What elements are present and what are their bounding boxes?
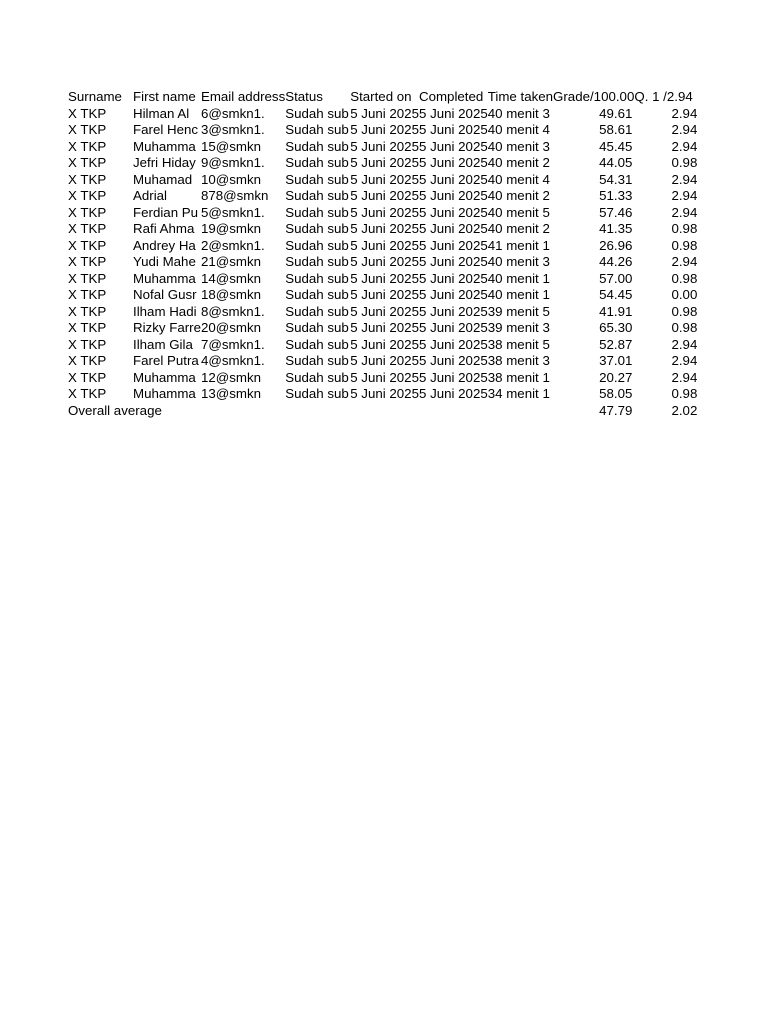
cell-started-on: 5 Juni 2025 (350, 221, 419, 236)
cell-q1: 0.98 (671, 270, 698, 286)
cell-time-taken: 40 menit 1 (487, 270, 550, 286)
cell-email: 878@smkn (200, 188, 269, 203)
cell-started-on: 5 Juni 2025 (350, 353, 419, 368)
cell-grade: 41.91 (599, 303, 633, 319)
cell-grade: 44.05 (599, 155, 633, 170)
table-row (68, 254, 699, 271)
cell-completed: 5 Juni 2025 (418, 369, 488, 385)
table-row (68, 337, 699, 354)
table-row (68, 122, 699, 139)
cell-started-on: 5 Juni 2025 (350, 336, 419, 352)
cell-q1: 2.94 (671, 336, 698, 352)
cell-q1: 0.00 (671, 287, 698, 302)
cell-started-on: 5 Juni 2025 (350, 254, 419, 269)
cell-surname: X TKP (68, 353, 107, 368)
cell-status: Sudah sub (285, 171, 349, 187)
cell-email: 14@smkn (200, 270, 262, 286)
cell-started-on: 5 Juni 2025 (350, 188, 419, 203)
cell-completed: 5 Juni 2025 (418, 270, 488, 286)
cell-grade: 44.26 (599, 254, 633, 269)
cell-surname: X TKP (68, 336, 107, 352)
cell-grade: 20.27 (599, 369, 633, 385)
cell-time-taken: 40 menit 3 (487, 254, 550, 269)
cell-completed: 5 Juni 2025 (418, 353, 488, 368)
cell-grade: 54.31 (599, 171, 633, 187)
cell-status: Sudah sub (285, 254, 349, 269)
cell-status: Sudah sub (285, 188, 349, 203)
cell-completed: 5 Juni 2025 (418, 254, 488, 269)
header-email: Email address (200, 89, 286, 104)
cell-email: 21@smkn (200, 254, 262, 269)
cell-time-taken: 40 menit 2 (487, 221, 550, 236)
cell-surname: X TKP (68, 188, 107, 203)
cell-time-taken: 38 menit 3 (487, 353, 550, 368)
cell-surname: X TKP (68, 270, 107, 286)
cell-grade: 26.96 (599, 237, 633, 253)
cell-time-taken: 40 menit 2 (487, 188, 550, 203)
cell-surname: X TKP (68, 369, 107, 385)
cell-completed: 5 Juni 2025 (418, 188, 488, 203)
cell-surname: X TKP (68, 171, 107, 187)
cell-email: 13@smkn (200, 386, 262, 401)
cell-email: 18@smkn (200, 287, 262, 302)
cell-started-on: 5 Juni 2025 (350, 303, 419, 319)
cell-grade: 58.05 (599, 386, 633, 401)
overall-average-label: Overall average (68, 402, 162, 418)
cell-surname: X TKP (68, 303, 107, 319)
cell-first-name: Yudi Mahe (133, 254, 196, 269)
cell-time-taken: 41 menit 1 (487, 237, 550, 253)
cell-first-name: Rizky Farre (133, 320, 201, 335)
cell-status: Sudah sub (285, 386, 349, 401)
cell-surname: X TKP (68, 105, 107, 121)
cell-q1: 2.94 (671, 254, 698, 269)
cell-first-name: Andrey Ha (133, 237, 196, 253)
cell-first-name: Ilham Hadi (133, 303, 197, 319)
cell-completed: 5 Juni 2025 (418, 122, 488, 137)
cell-grade: 54.45 (599, 287, 633, 302)
cell-started-on: 5 Juni 2025 (350, 369, 419, 385)
cell-started-on: 5 Juni 2025 (350, 287, 419, 302)
cell-q1: 0.98 (671, 303, 698, 319)
cell-completed: 5 Juni 2025 (418, 287, 488, 302)
cell-time-taken: 39 menit 5 (487, 303, 550, 319)
cell-email: 15@smkn (200, 138, 262, 154)
cell-q1: 2.94 (671, 369, 698, 385)
cell-surname: X TKP (68, 138, 107, 154)
cell-surname: X TKP (68, 155, 107, 170)
cell-q1: 0.98 (671, 221, 698, 236)
table-row (68, 370, 699, 387)
cell-status: Sudah sub (285, 336, 349, 352)
table-row (68, 287, 699, 304)
cell-q1: 0.98 (671, 155, 698, 170)
cell-status: Sudah sub (285, 303, 349, 319)
cell-first-name: Ilham Gila (133, 336, 193, 352)
cell-time-taken: 38 menit 5 (487, 336, 550, 352)
cell-surname: X TKP (68, 320, 107, 335)
cell-email: 6@smkn1. (200, 105, 265, 121)
cell-first-name: Hilman Al (133, 105, 190, 121)
cell-first-name: Ferdian Pu (133, 204, 199, 220)
cell-completed: 5 Juni 2025 (418, 204, 488, 220)
table-row (68, 353, 699, 370)
cell-started-on: 5 Juni 2025 (350, 237, 419, 253)
cell-first-name: Muhamad (133, 171, 193, 187)
cell-completed: 5 Juni 2025 (418, 386, 488, 401)
cell-first-name: Muhamma (133, 270, 196, 286)
header-row (68, 89, 699, 106)
cell-status: Sudah sub (285, 369, 349, 385)
cell-status: Sudah sub (285, 287, 349, 302)
cell-email: 8@smkn1. (200, 303, 265, 319)
cell-first-name: Rafi Ahma (133, 221, 195, 236)
cell-grade: 58.61 (599, 122, 633, 137)
cell-first-name: Muhamma (133, 138, 196, 154)
header-time-taken: Time taken (487, 89, 554, 104)
cell-time-taken: 40 menit 3 (487, 138, 550, 154)
cell-email: 4@smkn1. (200, 353, 265, 368)
cell-email: 19@smkn (200, 221, 262, 236)
cell-completed: 5 Juni 2025 (418, 336, 488, 352)
table-row (68, 205, 699, 222)
table-row (68, 188, 699, 205)
cell-status: Sudah sub (285, 353, 349, 368)
cell-started-on: 5 Juni 2025 (350, 171, 419, 187)
cell-surname: X TKP (68, 287, 107, 302)
cell-status: Sudah sub (285, 105, 349, 121)
cell-q1: 2.94 (671, 122, 698, 137)
cell-time-taken: 40 menit 5 (487, 204, 550, 220)
table-row (68, 304, 699, 321)
cell-grade: 52.87 (599, 336, 633, 352)
cell-started-on: 5 Juni 2025 (350, 320, 419, 335)
cell-email: 2@smkn1. (200, 237, 265, 253)
cell-completed: 5 Juni 2025 (418, 303, 488, 319)
cell-time-taken: 40 menit 1 (487, 287, 550, 302)
table-row (68, 106, 699, 123)
header-first-name: First name (133, 89, 196, 104)
cell-q1: 2.94 (671, 353, 698, 368)
cell-status: Sudah sub (285, 122, 349, 137)
cell-surname: X TKP (68, 204, 107, 220)
cell-grade: 57.00 (599, 270, 633, 286)
cell-surname: X TKP (68, 237, 107, 253)
overall-average-q1: 2.02 (671, 402, 698, 418)
cell-email: 7@smkn1. (200, 336, 265, 352)
cell-time-taken: 34 menit 1 (487, 386, 550, 401)
cell-started-on: 5 Juni 2025 (350, 204, 419, 220)
cell-grade: 45.45 (599, 138, 633, 154)
cell-email: 3@smkn1. (200, 122, 265, 137)
cell-surname: X TKP (68, 122, 107, 137)
cell-started-on: 5 Juni 2025 (350, 270, 419, 286)
cell-grade: 37.01 (599, 353, 633, 368)
cell-email: 20@smkn (200, 320, 262, 335)
cell-first-name: Nofal Gusr (133, 287, 197, 302)
cell-completed: 5 Juni 2025 (418, 155, 488, 170)
cell-first-name: Farel Henc (133, 122, 199, 137)
header-started-on: Started on (350, 89, 412, 104)
cell-status: Sudah sub (285, 221, 349, 236)
cell-time-taken: 40 menit 2 (487, 155, 550, 170)
overall-average-grade: 47.79 (599, 402, 633, 418)
cell-q1: 2.94 (671, 204, 698, 220)
cell-completed: 5 Juni 2025 (418, 171, 488, 187)
spreadsheet (68, 89, 699, 419)
cell-started-on: 5 Juni 2025 (350, 122, 419, 137)
cell-started-on: 5 Juni 2025 (350, 155, 419, 170)
cell-q1: 0.98 (671, 237, 698, 253)
table-row (68, 155, 699, 172)
cell-completed: 5 Juni 2025 (418, 237, 488, 253)
cell-email: 10@smkn (200, 171, 262, 187)
cell-email: 9@smkn1. (200, 155, 265, 170)
cell-grade: 41.35 (599, 221, 633, 236)
header-q1: Q. 1 /2.94 (634, 89, 693, 104)
table-row (68, 221, 699, 238)
table-row (68, 172, 699, 189)
cell-q1: 2.94 (671, 105, 698, 121)
cell-first-name: Adrial (133, 188, 167, 203)
cell-status: Sudah sub (285, 320, 349, 335)
cell-q1: 0.98 (671, 386, 698, 401)
cell-q1: 0.98 (671, 320, 698, 335)
header-grade: Grade/100.00 (553, 89, 635, 104)
grades-table (68, 89, 699, 419)
cell-grade: 49.61 (599, 105, 633, 121)
table-row (68, 139, 699, 156)
cell-q1: 2.94 (671, 188, 698, 203)
cell-time-taken: 39 menit 3 (487, 320, 550, 335)
cell-time-taken: 40 menit 4 (487, 122, 550, 137)
overall-average-row (68, 403, 699, 420)
cell-first-name: Muhamma (133, 386, 196, 401)
cell-grade: 51.33 (599, 188, 633, 203)
cell-completed: 5 Juni 2025 (418, 221, 488, 236)
cell-status: Sudah sub (285, 270, 349, 286)
header-completed: Completed (418, 89, 484, 104)
cell-surname: X TKP (68, 254, 107, 269)
cell-q1: 2.94 (671, 138, 698, 154)
table-row (68, 271, 699, 288)
header-surname: Surname (68, 89, 122, 104)
cell-surname: X TKP (68, 386, 107, 401)
cell-first-name: Jefri Hiday (133, 155, 196, 170)
header-status: Status (285, 89, 323, 104)
cell-completed: 5 Juni 2025 (418, 320, 488, 335)
cell-status: Sudah sub (285, 204, 349, 220)
cell-status: Sudah sub (285, 237, 349, 253)
table-row (68, 386, 699, 403)
cell-first-name: Muhamma (133, 369, 196, 385)
cell-started-on: 5 Juni 2025 (350, 386, 419, 401)
cell-email: 5@smkn1. (200, 204, 265, 220)
cell-status: Sudah sub (285, 138, 349, 154)
cell-completed: 5 Juni 2025 (418, 105, 488, 121)
cell-started-on: 5 Juni 2025 (350, 105, 419, 121)
cell-started-on: 5 Juni 2025 (350, 138, 419, 154)
cell-first-name: Farel Putra (133, 353, 199, 368)
cell-grade: 57.46 (599, 204, 633, 220)
cell-time-taken: 38 menit 1 (487, 369, 550, 385)
cell-grade: 65.30 (599, 320, 633, 335)
cell-q1: 2.94 (671, 171, 698, 187)
cell-time-taken: 40 menit 4 (487, 171, 550, 187)
cell-email: 12@smkn (200, 369, 262, 385)
cell-completed: 5 Juni 2025 (418, 138, 488, 154)
cell-surname: X TKP (68, 221, 107, 236)
cell-time-taken: 40 menit 3 (487, 105, 550, 121)
table-row (68, 238, 699, 255)
table-row (68, 320, 699, 337)
cell-status: Sudah sub (285, 155, 349, 170)
